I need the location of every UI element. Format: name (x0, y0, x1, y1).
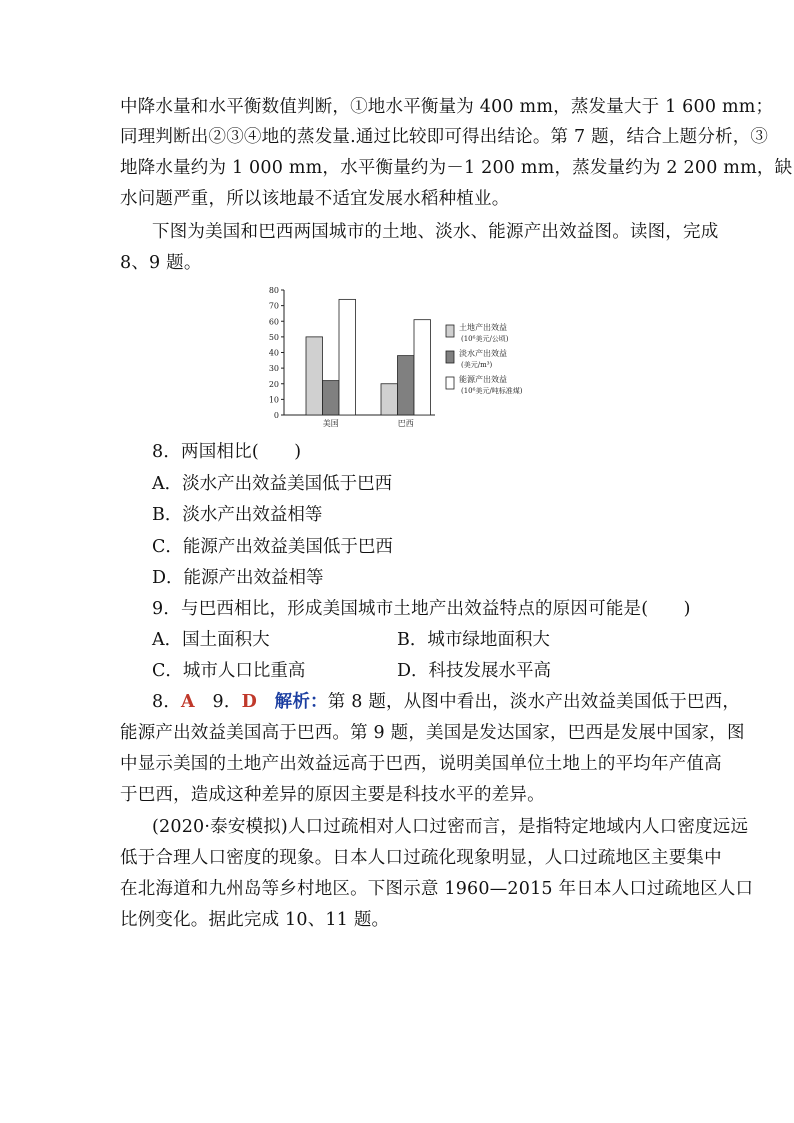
answer-line-2: 能源产出效益美国高于巴西。第 9 题，美国是发达国家，巴西是发展中国家，图 (120, 723, 745, 743)
legend-swatch (446, 351, 454, 363)
bar (339, 299, 356, 415)
question-8-option-a[interactable]: A．淡水产出效益美国低于巴西 (152, 474, 393, 494)
y-tick-label: 30 (268, 364, 279, 374)
analysis-label: 解析： (256, 692, 328, 712)
paragraph-1-line-2: 同理判断出②③④地的蒸发量.通过比较即可得出结论。第 7 题，结合上题分析，③ (120, 127, 769, 147)
paragraph-2-line-4: 比例变化。据此完成 10、11 题。 (120, 910, 390, 930)
answer-9-letter: D (241, 692, 257, 712)
answer-9-number: 9． (194, 692, 242, 712)
question-9-option-d[interactable]: D．科技发展水平高 (397, 661, 552, 681)
question-8-option-d[interactable]: D．能源产出效益相等 (152, 568, 324, 588)
bar (381, 384, 398, 415)
paragraph-2-line-3: 在北海道和九州岛等乡村地区。下图示意 1960—2015 年日本人口过疏地区人口 (120, 879, 754, 899)
answer-8-number: 8． (152, 692, 182, 712)
bar-chart-svg (262, 282, 562, 442)
question-9-stem: 9．与巴西相比，形成美国城市土地产出效益特点的原因可能是( ) (152, 599, 691, 619)
x-category-label: 巴西 (397, 419, 414, 428)
legend-unit: (美元/m³) (461, 361, 493, 369)
y-tick-label: 10 (268, 395, 279, 405)
legend-unit: (10⁶美元/吨标准煤) (461, 387, 523, 395)
y-tick-label: 40 (268, 348, 279, 358)
answer-line-4: 于巴西，造成这种差异的原因主要是科技水平的差异。 (120, 785, 545, 805)
question-8-stem: 8．两国相比( ) (152, 442, 302, 462)
legend-label: 能源产出效益 (459, 375, 507, 384)
x-category-label: 美国 (322, 419, 339, 428)
question-8-option-b[interactable]: B．淡水产出效益相等 (152, 505, 323, 525)
answer-8-letter: A (181, 692, 195, 712)
answer-line-1 (152, 691, 741, 713)
intro-line-1: 下图为美国和巴西两国城市的土地、淡水、能源产出效益图。读图，完成 (152, 222, 719, 242)
legend-swatch (446, 377, 454, 389)
y-tick-label: 70 (268, 301, 279, 311)
bar-chart (262, 282, 562, 442)
bar (398, 356, 415, 415)
y-tick-label: 80 (268, 286, 279, 295)
legend-label: 土地产出效益 (459, 323, 507, 332)
question-9-option-a[interactable]: A．国土面积大 (152, 630, 270, 650)
legend-swatch (446, 325, 454, 337)
paragraph-2-line-2: 低于合理人口密度的现象。日本人口过疏化现象明显，人口过疏地区主要集中 (120, 848, 722, 868)
paragraph-1-line-4: 水问题严重，所以该地最不适宜发展水稻种植业。 (120, 189, 510, 209)
legend-unit: (10⁶美元/公顷) (461, 335, 509, 343)
question-9-option-c[interactable]: C．城市人口比重高 (152, 661, 306, 681)
bar (414, 320, 431, 415)
legend-label: 淡水产出效益 (459, 349, 507, 358)
question-9-option-b[interactable]: B．城市绿地面积大 (397, 630, 550, 650)
paragraph-1-line-3: 地降水量约为 1 000 mm，水平衡量约为－1 200 mm，蒸发量约为 2 200 mm，缺 (120, 158, 793, 178)
paragraph-2-line-1: (2020·泰安模拟)人口过疏相对人口过密而言，是指特定地域内人口密度远远 (152, 817, 749, 837)
y-tick-label: 0 (273, 411, 279, 420)
question-8-option-c[interactable]: C．能源产出效益美国低于巴西 (152, 537, 393, 557)
y-tick-label: 50 (268, 332, 279, 342)
bar (323, 381, 340, 415)
y-tick-label: 20 (268, 379, 279, 389)
answer-text-1: 第 8 题，从图中看出，淡水产出效益美国低于巴西， (327, 692, 741, 712)
bar (306, 337, 323, 415)
y-tick-label: 60 (268, 317, 279, 327)
paragraph-1-line-1: 中降水量和水平衡数值判断，①地水平衡量为 400 mm，蒸发量大于 1 600 mm； (120, 97, 774, 117)
intro-line-2: 8、9 题。 (120, 253, 202, 273)
answer-line-3: 中显示美国的土地产出效益远高于巴西，说明美国单位土地上的平均年产值高 (120, 754, 722, 774)
